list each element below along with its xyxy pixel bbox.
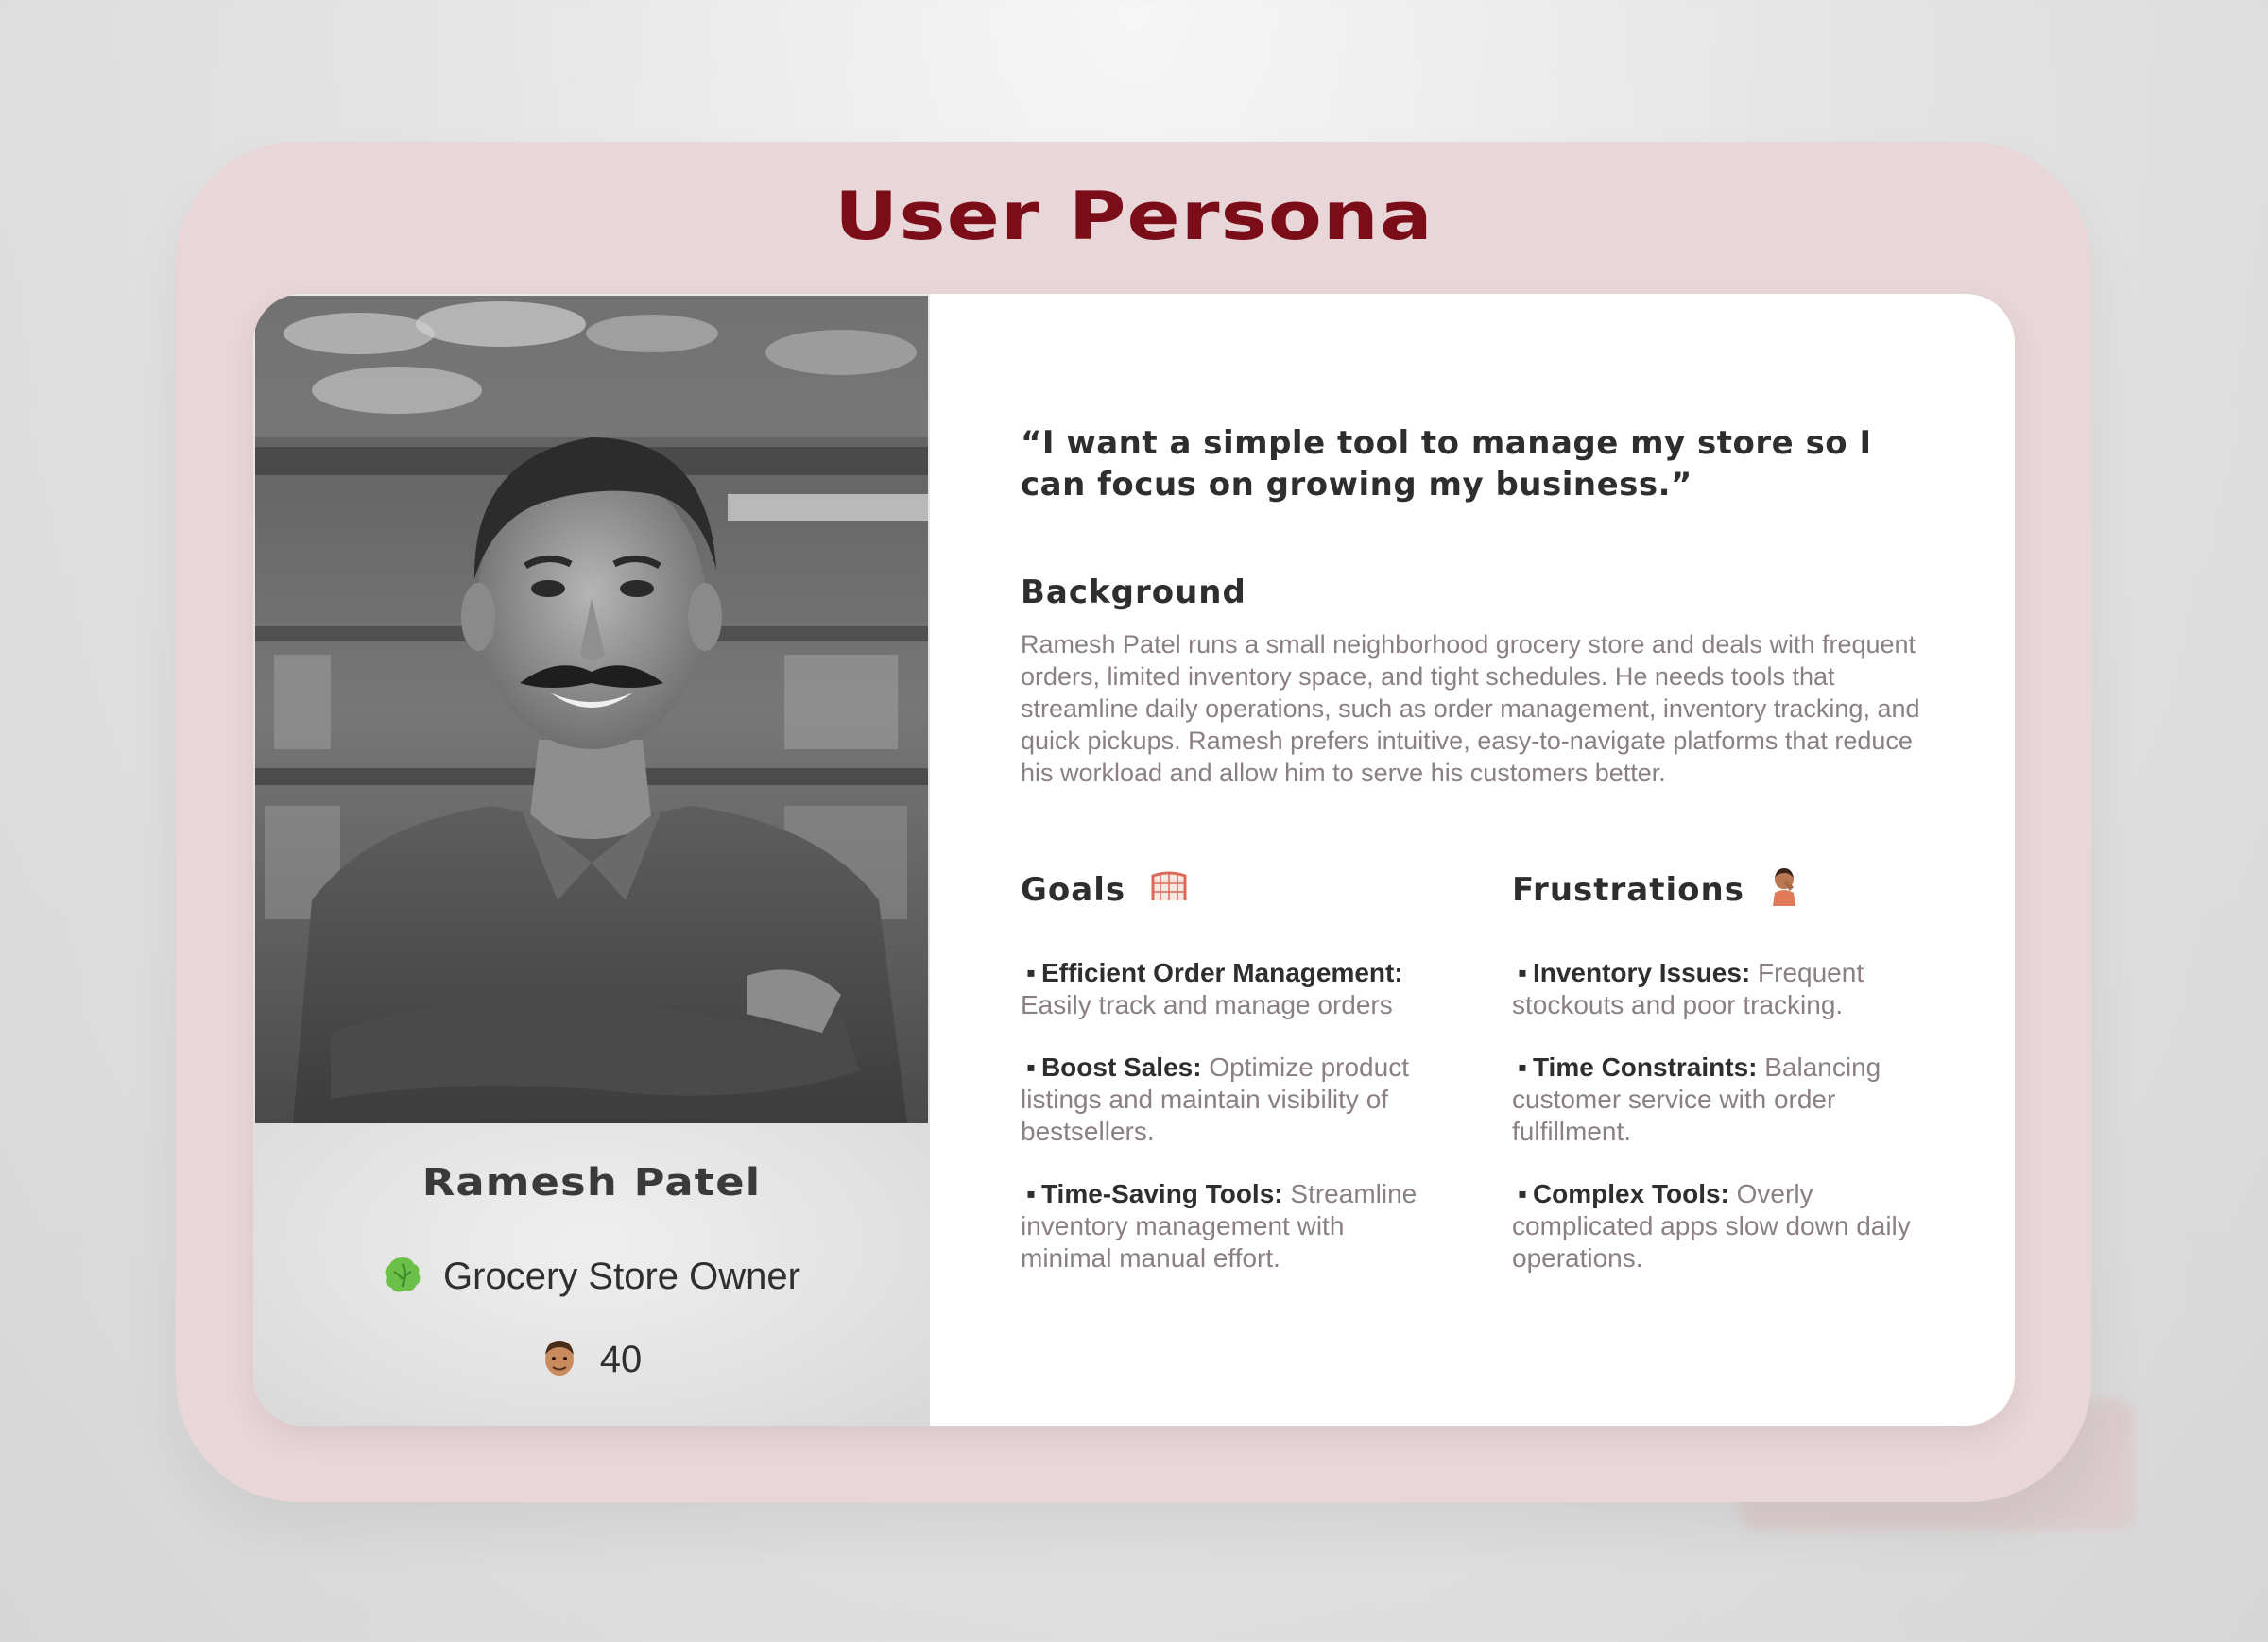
goal-item: ▪ Efficient Order Management: Easily track and manage orders — [1021, 958, 1403, 1019]
frustration-item: ▪ Inventory Issues: Frequent stockouts and poor tracking. — [1512, 958, 1864, 1019]
frustration-item: ▪ Complex Tools: Overly complicated apps slow down daily operations. — [1512, 1179, 1911, 1273]
persona-details — [930, 294, 2015, 1426]
page-title: User Persona — [834, 178, 1434, 255]
background-text: Ramesh Patel runs a small neighborhood grocery store and deals with frequent orders, limited inventory space, and tight schedules. He needs tools that streamline daily operations, such as order management, inventory tracking, and quick pickups. Ramesh prefers intuitive, easy-to-navigate platforms that reduce his workload and allow him to serve his customers better. — [1021, 630, 1920, 787]
persona-role — [253, 1250, 930, 1303]
goals-heading: Goals — [1021, 871, 1126, 909]
goal-item: ▪ Time-Saving Tools: Streamline inventory management with minimal manual effort. — [1021, 1179, 1418, 1273]
frustrations-heading: Frustrations — [1512, 871, 1744, 909]
persona-quote: “I want a simple tool to manage my store so I can focus on growing my business.” — [1021, 424, 1872, 504]
persona-name: Ramesh Patel — [421, 1161, 762, 1205]
role-label: Grocery Store Owner — [443, 1255, 800, 1297]
person-facepalming-icon — [1769, 866, 1799, 915]
background-heading: Background — [1021, 573, 1246, 611]
man-face-icon — [541, 1338, 577, 1381]
persona-photo — [255, 296, 928, 1123]
persona-card — [253, 294, 2015, 1426]
frustrations-section — [1512, 868, 1928, 1305]
profile-panel — [253, 294, 930, 1426]
lettuce-icon — [383, 1255, 422, 1298]
persona-age — [253, 1333, 930, 1386]
goals-section — [1021, 868, 1418, 1305]
frustration-item: ▪ Time Constraints: Balancing customer service with order fulfillment. — [1512, 1052, 1881, 1146]
goal-item: ▪ Boost Sales: Optimize product listings and maintain visibility of bestsellers. — [1021, 1052, 1409, 1146]
age-value: 40 — [599, 1338, 643, 1380]
goal-net-icon — [1150, 870, 1188, 911]
